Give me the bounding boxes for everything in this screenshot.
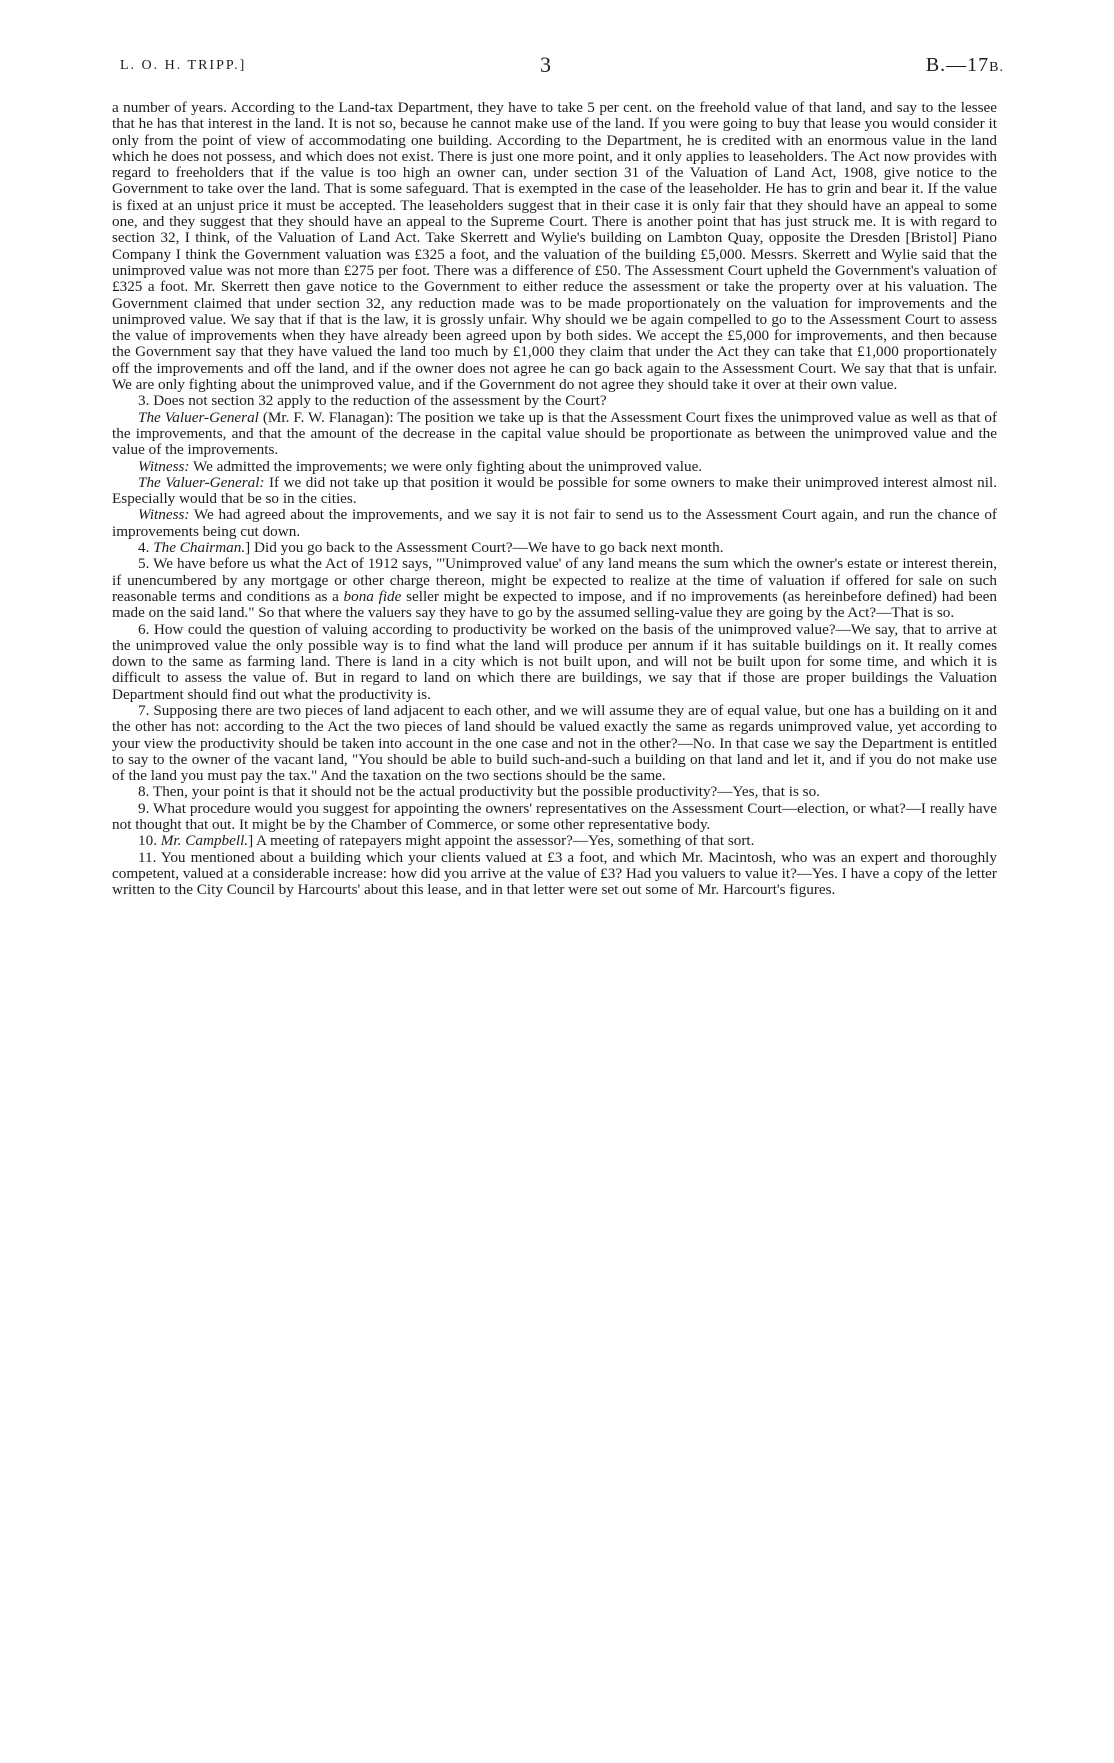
italic-speaker-text: The Valuer-General: xyxy=(138,473,265,491)
paper-reference-suffix: B. xyxy=(989,60,1004,75)
paper-reference-main: B.—17 xyxy=(925,54,990,76)
paragraph-text: 5. We have before us what the Act of 1912 says, "'Unimproved value' of any land means the sum which the owner's estate or interest therein, if unencumbered by any mortgage or other charge thereon, might be expected to realize at the time of valuation if offered for sale on such reasonable terms and conditions as a xyxy=(112,555,997,605)
paragraph-text: 8. Then, your point is that it should not be the actual productivity but the possible productivity?—Yes, that is so. xyxy=(138,783,820,801)
paragraph xyxy=(112,622,997,703)
paragraph-text: We had agreed about the improvements, and we say it is not fair to send us to the Assessment Court again, and run the chance of improvements being cut down. xyxy=(112,506,997,540)
paragraph xyxy=(112,459,997,475)
paragraph-text: 6. How could the question of valuing according to productivity be worked on the basis of the unimproved value?—We say, that to arrive at the unimproved value the only possible way is to find what the land will produce per annum if it has suitable buildings on it. It really comes down to the same as farming land. There is land in a city which is not built upon, and will not be built upon for some time, and which it is difficult to assess the value of. But in regard to land on which there are buildings, we say that if those are proper buildings the Valuation Department should find out what the productivity is. xyxy=(112,620,997,703)
paragraph-text: seller might be expected to impose, and if no improvements (as hereinbefore defined) had been made on the said land." So that where the valuers say they have to go by the assumed selling-value they are going by the Act?—That is so. xyxy=(112,587,997,622)
paragraph-text: 4. xyxy=(138,539,154,557)
paragraph-text: 9. What procedure would you suggest for appointing the owners' representatives on the Assessment Court—election, or what?—I really have not thought that out. It might be by the Chamber of Commerce, or some other representative body. xyxy=(112,799,997,834)
paragraph xyxy=(112,475,997,508)
italic-speaker-text: Witness: xyxy=(138,457,190,475)
paragraph-text: 11. You mentioned about a building which your clients valued at £3 a foot, and which Mr. Macintosh, who was an expert and thoroughly competent, valued at a considerable increase: how did you arrive at the value of £3? Had you valuers to value it?—Yes. I have a copy of the letter written to the City Council by Harcourts' about this lease, and in that letter were set out some of Mr. Harcourt's figures. xyxy=(112,848,997,899)
paragraph xyxy=(112,850,997,899)
paragraph xyxy=(112,556,997,621)
paragraph-text: 3. Does not section 32 apply to the reduction of the assessment by the Court? xyxy=(138,392,607,410)
header-witness-name: L. O. H. TRIPP.] xyxy=(120,58,247,73)
paragraph xyxy=(112,784,997,800)
paragraph xyxy=(112,801,997,834)
paragraph-text: If we did not take up that position it would be possible for some owners to make their unimproved interest almost nil. Especially would that be so in the cities. xyxy=(112,473,998,508)
paragraph xyxy=(112,100,997,393)
document-body xyxy=(112,100,997,899)
paragraph xyxy=(112,703,997,784)
paragraph xyxy=(112,393,997,409)
page-header xyxy=(120,52,1004,82)
page-number: 3 xyxy=(540,52,551,77)
paragraph xyxy=(112,833,997,849)
paragraph-text: (Mr. F. W. Flanagan): The position we take up is that the Assessment Court fixes the unimproved value as well as that of the improvements, and that the amount of the decrease in the capital value should be proportionate as between the unimproved value and the value of the improvements. xyxy=(112,408,998,459)
paragraph xyxy=(112,507,997,540)
paragraph-text: 10. xyxy=(138,832,161,850)
paragraph-text: a number of years. According to the Land-tax Department, they have to take 5 per cent. on the freehold value of that land, and say to the lessee that he has that interest in the land. It is not so, because he cannot make use of the land. If you were going to buy that lease you would consider it only from the point of view of accommodating one building. According to the Department, he is credited with an enormous value in the land which he does not possess, and which does not exist. There is just one more point, and it only applies to leaseholders. The Act now provides with regard to freeholders that if the value is too high an owner can, under section 31 of the Valuation of Land Act, 1908, give notice to the Government to take over the land. That is some safeguard. That is exempted in the case of the leaseholder. He has to grin and bear it. If the value is fixed at an unjust price it must be accepted. The leaseholders suggest that in their case it is only fair that they should have an appeal to some one, and they suggest that they should have an appeal to the Supreme Court. There is another point that has just struck me. It is with regard to section 32, I think, of the Valuation of Land Act. Take Skerrett and Wylie's building on Lambton Quay, opposite the Dresden [Bristol] Piano Company I think the Government valuation was £325 a foot, and the valuation of the building £5,000. Messrs. Skerrett and Wylie said that the unimproved value was not more than £275 per foot. There was a difference of £50. The Assessment Court upheld the Government's valuation of £325 a foot. Mr. Skerrett then gave notice to the Government to either reduce the assessment or take the property over at his valuation. The Government claimed that under section 32, any reduction made was to be made proportionately on the valuation for improvements and the unimproved value. We say that if that is the law, it is grossly unfair. Why should we be again compelled to go to the Assessment Court to assess the value of improvements when they have already been agreed upon by both sides. We accept the £5,000 for improvements, and then because the Government say that they have valued the land too much by £1,000 they claim that under the Act they can take that £1,000 proportionately off the improvements and off the land, and if the owner does not agree he can go back again to the Assessment Court. We say that that is unfair. We are only fighting about the unimproved value, and if the Government do not agree they should take it over at their own value. xyxy=(112,99,997,394)
italic-speaker-text: bona fide xyxy=(343,587,402,605)
paragraph-text: ] Did you go back to the Assessment Court?—We have to go back next month. xyxy=(245,539,724,557)
italic-speaker-text: Mr. Campbell. xyxy=(160,832,249,850)
paragraph xyxy=(112,540,997,556)
italic-speaker-text: The Chairman. xyxy=(153,539,246,557)
paper-reference xyxy=(926,54,1004,77)
paragraph-text: We admitted the improvements; we were only fighting about the unimproved value. xyxy=(189,457,703,475)
italic-speaker-text: Witness: xyxy=(138,506,190,524)
italic-speaker-text: The Valuer-General xyxy=(138,408,259,426)
paragraph xyxy=(112,410,997,459)
paragraph-text: ] A meeting of ratepayers might appoint the assessor?—Yes, something of that sort. xyxy=(248,832,755,850)
paragraph-text: 7. Supposing there are two pieces of land adjacent to each other, and we will assume they are of equal value, but one has a building on it and the other has not: according to the Act the two pieces of land should be valued exactly the same as regards unimproved value, yet according to your view the productivity should be taken into account in the one case and not in the other?—No. In that case we say the Department is entitled to say to the owner of the vacant land, "You should be able to build such-and-such a building on that land and let it, and if you do not make use of the land you must pay the tax." And the taxation on the two sections should be the same. xyxy=(112,701,997,785)
